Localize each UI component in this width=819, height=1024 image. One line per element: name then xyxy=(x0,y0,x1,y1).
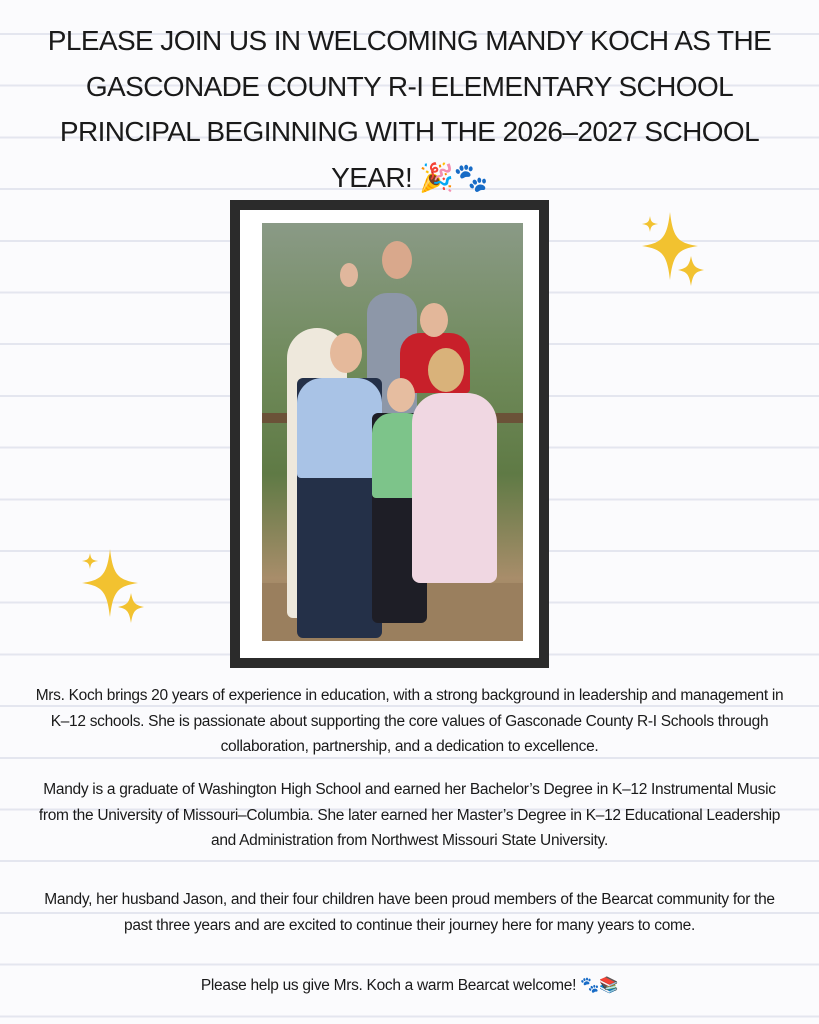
sparkle-icon-top-right xyxy=(638,208,708,293)
title-text: PLEASE JOIN US IN WELCOMING MANDY KOCH AS THE GASCONADE COUNTY R-I ELEMENTARY SCHOOL PRINCIPAL BEGINNING WITH THE 2026–2027 SCHOOL YEAR! xyxy=(47,25,772,193)
photo-mat xyxy=(240,210,539,658)
closing-text: Please help us give Mrs. Koch a warm Bearcat welcome! xyxy=(200,977,577,994)
closing-line xyxy=(30,973,789,999)
paragraph-education: Mandy is a graduate of Washington High School and earned her Bachelor’s Degree in K–12 Instrumental Music from the University of Missouri–Columbia. She later earned her Master’s Degree in K–12 Educational Leadership and Administration from Northwest Missouri State University. xyxy=(38,781,781,849)
paragraph-experience: Mrs. Koch brings 20 years of experience in education, with a strong background in leadership and management in K–12 schools. She is passionate about supporting the core values of Gasconade County R-I Schools through collaboration, partnership, and a dedication to excellence. xyxy=(35,687,784,755)
party-paw-emoji-icon: 🎉🐾 xyxy=(419,161,488,193)
family-photo xyxy=(262,223,523,641)
paw-books-emoji-icon: 🐾📚 xyxy=(580,977,619,994)
sparkle-icon-bottom-left xyxy=(78,545,148,630)
paragraph-family: Mandy, her husband Jason, and their four children have been proud members of the Bearcat community for the past three years and are excited to continue their journey here for many years to come. xyxy=(44,891,775,934)
photo-frame xyxy=(230,200,549,668)
page-title xyxy=(20,18,799,200)
